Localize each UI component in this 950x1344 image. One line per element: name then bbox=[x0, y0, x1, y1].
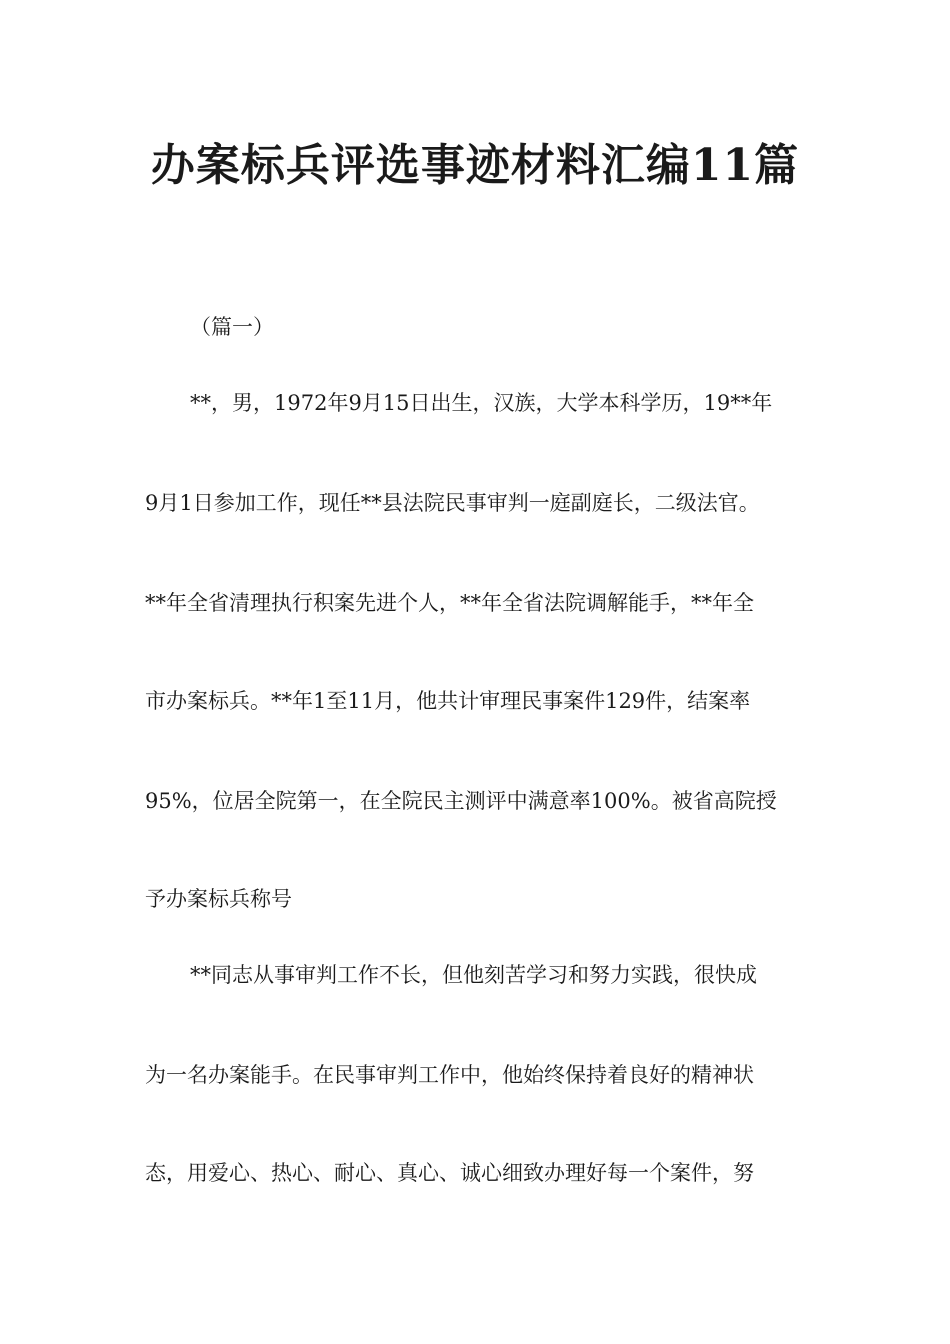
section-heading: （篇一） bbox=[190, 315, 274, 339]
paragraph-line: 市办案标兵。**年1至11月，他共计审理民事案件129件，结案率 bbox=[145, 689, 751, 713]
paragraph-line: **年全省清理执行积案先进个人，**年全省法院调解能手，**年全 bbox=[145, 591, 754, 615]
paragraph-line: **，男，1972年9月15日出生，汉族，大学本科学历，19**年 bbox=[190, 391, 773, 415]
paragraph-line: **同志从事审判工作不长，但他刻苦学习和努力实践，很快成 bbox=[190, 963, 757, 987]
paragraph-line: 态，用爱心、热心、耐心、真心、诚心细致办理好每一个案件，努 bbox=[145, 1161, 754, 1185]
paragraph-line: 9月1日参加工作，现任**县法院民事审判一庭副庭长，二级法官。 bbox=[145, 491, 760, 515]
paragraph-line: 予办案标兵称号 bbox=[145, 887, 292, 911]
document-title: 办案标兵评选事迹材料汇编11篇 bbox=[150, 140, 800, 191]
paragraph-line: 95%，位居全院第一，在全院民主测评中满意率100%。被省高院授 bbox=[145, 789, 777, 813]
paragraph-line: 为一名办案能手。在民事审判工作中，他始终保持着良好的精神状 bbox=[145, 1063, 754, 1087]
